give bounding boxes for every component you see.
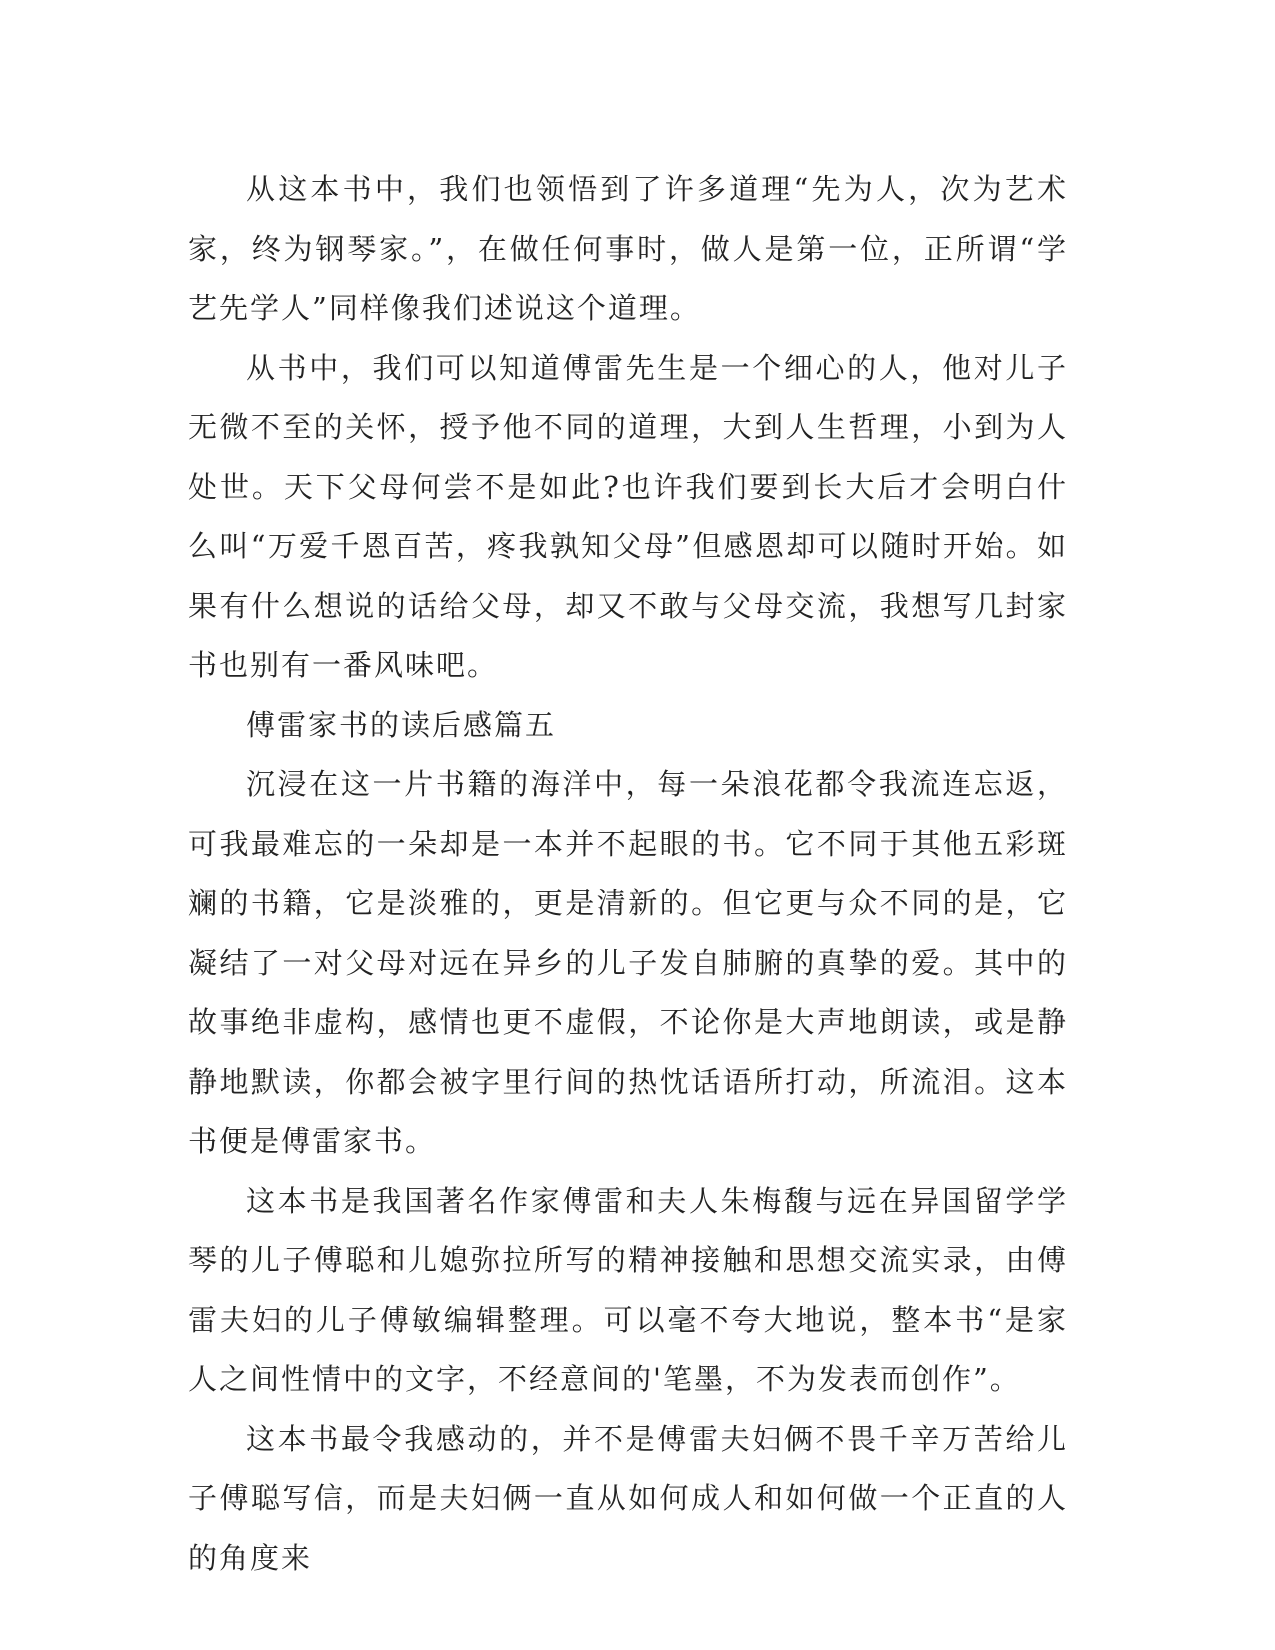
paragraph-4: 这本书是我国著名作家傅雷和夫人朱梅馥与远在异国留学学琴的儿子傅聪和儿媳弥拉所写的精神接触和思想交流实录，由傅雷夫妇的儿子傅敏编辑整理。可以毫不夸大地说，整本书“是家人之间性情中的文字，不经意间的'笔墨，不为发表而创作”。 xyxy=(188,1183,1068,1396)
paragraph-2: 从书中，我们可以知道傅雷先生是一个细心的人，他对儿子无微不至的关怀，授予他不同的道理，大到人生哲理，小到为人处世。天下父母何尝不是如此?也许我们要到长大后才会明白什么叫“万爱千恩百苦，疼我孰知父母”但感恩却可以随时开始。如果有什么想说的话给父母，却又不敢与父母交流，我想写几封家书也别有一番风味吧。 xyxy=(188,350,1068,682)
paragraph-3: 沉浸在这一片书籍的海洋中，每一朵浪花都令我流连忘返，可我最难忘的一朵却是一本并不起眼的书。它不同于其他五彩斑斓的书籍，它是淡雅的，更是清新的。但它更与众不同的是，它凝结了一对父母对远在异乡的儿子发自肺腑的真挚的爱。其中的故事绝非虚构，感情也更不虚假，不论你是大声地朗读，或是静静地默读，你都会被字里行间的热忱话语所打动，所流泪。这本书便是傅雷家书。 xyxy=(188,767,1068,1158)
document-body xyxy=(188,160,1068,1588)
section-heading: 傅雷家书的读后感篇五 xyxy=(246,707,557,742)
paragraph-5: 这本书最令我感动的，并不是傅雷夫妇俩不畏千辛万苦给儿子傅聪写信，而是夫妇俩一直从如何成人和如何做一个正直的人的角度来 xyxy=(188,1421,1068,1575)
paragraph-1: 从这本书中，我们也领悟到了许多道理“先为人，次为艺术家，终为钢琴家。”，在做任何事时，做人是第一位，正所谓“学艺先学人”同样像我们述说这个道理。 xyxy=(188,172,1068,325)
